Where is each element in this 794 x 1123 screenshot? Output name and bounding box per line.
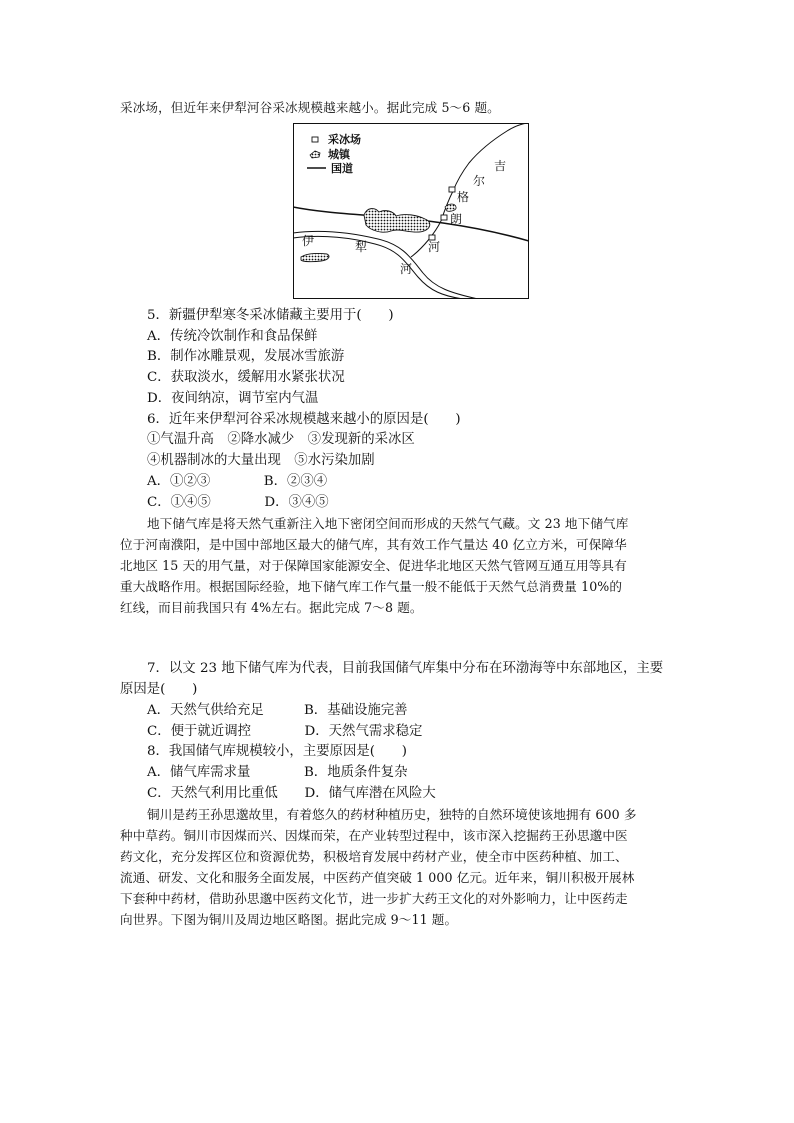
passage-2-line-5: 下套种中药材，借助孙思邈中医药文化节，进一步扩大药王文化的对外影响力，让中医药走 xyxy=(120,891,628,906)
ice-field-legend-icon xyxy=(312,137,318,142)
ice-field-1 xyxy=(449,187,455,192)
question-6-statements-2: ④机器制冰的大量出现 ⑤水污染加剧 xyxy=(147,453,375,468)
passage-1-line-1: 地下储气库是将天然气重新注入地下密闭空间而形成的天然气气藏。文 23 地下储气库 xyxy=(147,516,629,531)
map-svg xyxy=(293,123,529,299)
label-he-2: 河 xyxy=(400,262,413,276)
passage-1-line-2: 位于河南濮阳，是中国中部地区最大的储气库，其有效工作气量达 40 亿立方米，可保障华 xyxy=(120,537,627,552)
question-7: 7．以文 23 地下储气库为代表，目前我国储气库集中分布在环渤海等中东部地区，主要 xyxy=(147,661,664,676)
question-6: 6．近年来伊犁河谷采冰规模越来越小的原因是( ) xyxy=(147,412,461,427)
label-er: 尔 xyxy=(473,174,486,188)
question-5-option-a: A．传统冷饮制作和食品保鲜 xyxy=(147,329,318,344)
question-7-options-cd: C．便于就近调控 D．天然气需求稳定 xyxy=(147,724,423,739)
ili-valley-map xyxy=(293,123,529,299)
label-he-1: 河 xyxy=(428,240,441,254)
question-8: 8．我国储气库规模较小，主要原因是( ) xyxy=(147,744,407,759)
passage-2-line-4: 流通、研发、文化和服务全面发展，中医药产值突破 1 000 亿元。近年来，铜川积极开展林 xyxy=(120,870,635,885)
label-lang: 朗 xyxy=(450,212,463,226)
question-6-statements-1: ①气温升高 ②降水减少 ③发现新的采冰区 xyxy=(147,432,415,447)
passage-2-line-2: 种中草药。铜川市因煤而兴、因煤而荣，在产业转型过程中，该市深入挖掘药王孙思邈中医 xyxy=(120,828,628,843)
passage-1-line-5: 红线，而目前我国只有 4%左右。据此完成 7～8 题。 xyxy=(120,600,423,615)
passage-1-line-4: 重大战略作用。根据国际经验，地下储气库工作气量一般不能低于天然气总消费量 10%的 xyxy=(120,579,623,594)
ice-field-2 xyxy=(441,215,447,220)
passage-2-line-1: 铜川是药王孙思邈故里，有着悠久的药材种植历史，独特的自然环境使该地拥有 600 多 xyxy=(147,807,637,822)
label-ji: 吉 xyxy=(494,159,507,173)
label-yi: 伊 xyxy=(302,234,315,248)
legend-town: 城镇 xyxy=(328,148,350,161)
label-ge: 格 xyxy=(457,190,470,204)
passage-1-line-3: 北地区 15 天的用气量，对于保障国家能源安全、促进华北地区天然气管网互通互用等具有 xyxy=(120,558,627,573)
passage-2-line-6: 向世界。下图为铜川及周边地区略图。据此完成 9～11 题。 xyxy=(120,912,458,927)
question-5-option-b: B．制作冰雕景观，发展冰雪旅游 xyxy=(147,349,345,364)
legend-ice-field: 采冰场 xyxy=(328,133,361,146)
passage-2-line-3: 药文化，充分发挥区位和资源优势，积极培育发展中药材产业，使全市中医药种植、加工、 xyxy=(120,849,628,864)
question-8-options-ab: A．储气库需求量 B．地质条件复杂 xyxy=(147,765,408,780)
question-7-options-ab: A．天然气供给充足 B．基础设施完善 xyxy=(147,703,408,718)
question-6-options-cd: C．①④⑤ D．③④⑤ xyxy=(147,495,329,510)
legend-national-road: 国道 xyxy=(331,162,353,175)
question-5-option-c: C．获取淡水，缓解用水紧张状况 xyxy=(147,370,345,385)
intro-line: 采冰场，但近年来伊犁河谷采冰规模越来越小。据此完成 5～6 题。 xyxy=(120,100,500,115)
question-8-options-cd: C．天然气利用比重低 D．储气库潜在风险大 xyxy=(147,786,436,801)
question-7-continued: 原因是( ) xyxy=(120,682,198,697)
question-5: 5．新疆伊犁寒冬采冰储藏主要用于( ) xyxy=(147,308,394,323)
question-5-option-d: D．夜间纳凉，调节室内气温 xyxy=(147,391,319,406)
chabuchaer-town xyxy=(301,253,329,261)
question-6-options-ab: A．①②③ B．②③④ xyxy=(147,474,328,489)
label-li: 犁 xyxy=(355,240,368,254)
